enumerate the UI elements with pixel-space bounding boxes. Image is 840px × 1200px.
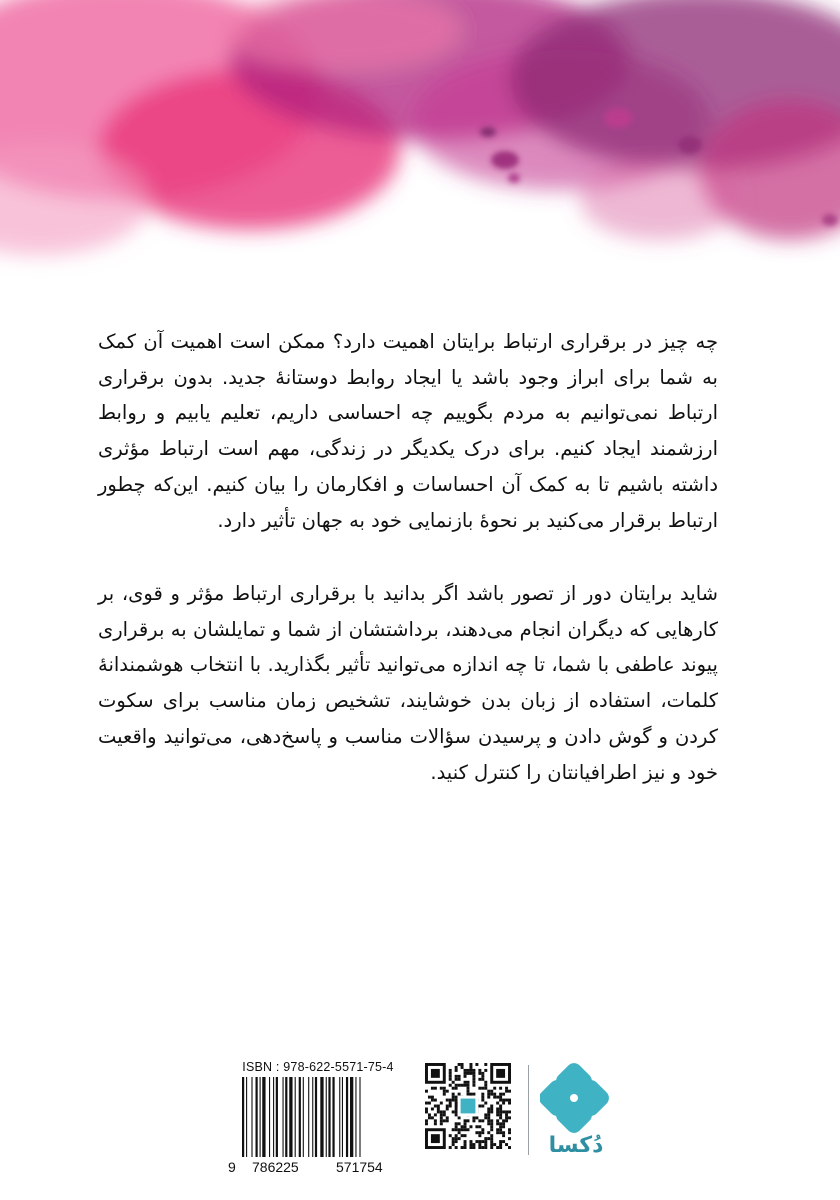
- watercolor-splash-header: [0, 0, 840, 300]
- isbn-barcode-block: [228, 1060, 408, 1178]
- barcode-lead-digit: 9: [228, 1159, 236, 1175]
- barcode-right-digits: 571754: [336, 1159, 383, 1175]
- qr-code-icon: [425, 1063, 511, 1149]
- body-paragraph-1: چه چیز در برقراری ارتباط برایتان اهمیت دارد؟ ممکن است اهمیت آن کمک به شما برای ابراز وجود باشد یا ایجاد روابط دوستانهٔ جدید. بدون برقراری ارتباط نمی‌توانیم به مردم بگوییم چه احساسی داریم، تعلیم یابیم و روابط ارزشمند ایجاد کنیم. برای درک یکدیگر در زندگی، مهم است ارتباط مؤثری داشته باشیم تا به کمک آن احساسات و افکارمان را بیان کنیم. این‌که چطور ارتباط برقرار می‌کنید بر نحوهٔ بازنمایی خود به جهان تأثیر دارد.: [98, 330, 718, 532]
- publisher-name: دُکسا: [548, 1133, 604, 1158]
- four-petal-flower-icon: [540, 1063, 610, 1133]
- barcode-graphic: [228, 1077, 408, 1157]
- isbn-label: ISBN : 978-622-5571-75-4: [242, 1060, 394, 1074]
- body-paragraph-2: شاید برایتان دور از تصور باشد اگر بدانید با برقراری ارتباط مؤثر و قوی، بر کارهایی که دیگران انجام می‌دهند، برداشتشان از شما و تمایلشان به برقراری پیوند عاطفی با شما، تا چه اندازه می‌توانید تأثیر بگذارید. با انتخاب هوشمندانهٔ کلمات، استفاده از زبان بدن خوشایند، تشخیص زمان مناسب برای سکوت کردن و گوش دادن و پرسیدن سؤالات مناسب و پاسخ‌دهی، می‌توانید واقعیت خود و نیز اطرافیانتان را کنترل کنید.: [98, 582, 718, 784]
- divider: [528, 1065, 529, 1155]
- barcode-left-digits: 786225: [252, 1159, 299, 1175]
